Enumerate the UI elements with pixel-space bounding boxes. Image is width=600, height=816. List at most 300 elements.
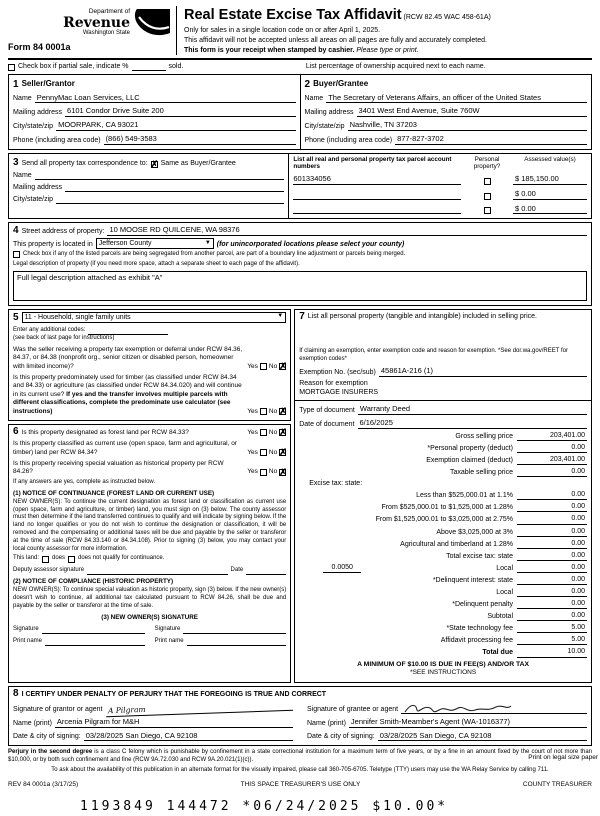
seller-phone-input[interactable]: (866) 549-3583 xyxy=(104,134,296,145)
tax-row-delinquent-penalty xyxy=(299,599,587,609)
parcel-row xyxy=(293,204,587,215)
type-or-print-note: Please type or print. xyxy=(356,47,419,55)
buyer-mailing-label: Mailing address xyxy=(304,109,354,117)
grantor-date-city-label: Date & city of signing: xyxy=(13,733,81,741)
personal-property-input-area[interactable] xyxy=(299,322,587,348)
yes-label: Yes xyxy=(247,468,258,476)
section-5 xyxy=(8,309,291,421)
tax-value-input[interactable]: 5.00 xyxy=(517,635,587,645)
buyer-phone-label: Phone (including area code) xyxy=(304,136,393,144)
tax-value-input[interactable]: 0.00 xyxy=(517,587,587,597)
header-note-2: This affidavit will not be accepted unless all areas on all pages are fully and accurately completed. xyxy=(184,36,487,44)
header-note-1: Only for sales in a single location code on or after April 1, 2025. xyxy=(184,26,381,34)
treasurer-stamp: 1193849 144472 *06/24/2025 $10.00* xyxy=(80,799,449,815)
parcel-row xyxy=(293,189,587,200)
does-not-label: does not qualify for continuance. xyxy=(78,555,165,562)
forest-land-answer xyxy=(247,429,286,437)
street-address-label: Street address of property: xyxy=(21,227,105,235)
tax-row-taxable-price xyxy=(299,467,587,477)
buyer-name-field xyxy=(305,93,588,104)
parcel-number-input[interactable]: 601334056 xyxy=(293,174,461,185)
if-any-yes-note: If any answers are yes, complete as instructed below. xyxy=(13,478,156,485)
owner-printname-input[interactable] xyxy=(187,637,287,646)
deputy-assessor-signature-input[interactable] xyxy=(87,566,228,575)
certification-signatures xyxy=(13,699,587,742)
seller-mailing-label: Mailing address xyxy=(13,109,63,117)
grantee-printname-label: Name (print) xyxy=(307,719,346,727)
see-back-note: (see back of last page for instructions) xyxy=(13,334,115,341)
tax-row-tier4 xyxy=(299,527,587,537)
grantor-printname-field xyxy=(13,717,293,728)
grantor-printname-input[interactable]: Arcenia Pilgram for M&H xyxy=(55,717,293,728)
tax-row-tier2 xyxy=(299,502,587,512)
county-selected-value: Jefferson County xyxy=(98,240,152,248)
owner-printname-row xyxy=(13,634,286,646)
seller-phone-label: Phone (including area code) xyxy=(13,136,101,144)
section-3 xyxy=(8,153,592,220)
section-4 xyxy=(8,222,592,305)
header-left xyxy=(8,6,176,55)
notice-continuance-text: NEW OWNER(S): To continue the current designation as forest land or classification as current use (open space, farm and agriculture, or timber) land, you must sign on (3) below. The county assessor must then determine if the land transferred continues to qualify and will indicate by signing below. If the land no longer qualifies or you do not wish to continue the designation or classification, it will be removed and the compensating or additional taxes will be due and payable by the seller or transferor at the time of sale (RCW 84.33.140 or 84.34.108). Prior to signing (3) below, you may contact your local county assessor for more information. xyxy=(13,498,287,552)
seller-mailing-field xyxy=(13,106,296,117)
parcel-number-input[interactable] xyxy=(293,191,461,200)
header-right xyxy=(176,6,592,55)
no-label: No xyxy=(268,468,278,476)
partial-percent-input[interactable] xyxy=(132,70,166,71)
assessed-value-input[interactable]: $ 185,150.00 xyxy=(513,174,587,185)
assessed-value-input[interactable]: $ 0.00 xyxy=(513,204,587,215)
seller-csz-label: City/state/zip xyxy=(13,122,54,130)
street-address-field xyxy=(13,225,587,236)
exemption-deferral-question xyxy=(13,346,286,371)
reason-for-exemption-label: Reason for exemption xyxy=(299,380,368,388)
owner-signature-label: Signature xyxy=(154,626,181,633)
yes-label: Yes xyxy=(247,407,258,415)
tax-value-input[interactable]: 203,401.00 xyxy=(517,431,587,441)
owner-signature-field xyxy=(155,625,287,634)
section-3-number: 3 xyxy=(13,156,19,168)
receipt-note: This form is your receipt when stamped by cashier. xyxy=(184,47,355,55)
tax-label: From $1,525,000.01 to $3,025,000 at 2.75% xyxy=(375,516,513,524)
tax-label: *Delinquent interest: state xyxy=(432,576,513,584)
type-of-document-input[interactable]: Warranty Deed xyxy=(358,404,587,415)
land-use-row xyxy=(13,312,286,323)
deputy-date-input[interactable] xyxy=(246,566,286,575)
historic-property-answer xyxy=(247,468,286,476)
current-use-question xyxy=(13,440,286,457)
personal-property-header-row xyxy=(299,312,587,322)
tax-value-input[interactable]: 0.00 xyxy=(517,539,587,549)
print-legal-size-note: Print on legal size paper xyxy=(528,753,598,761)
date-of-document-label: Date of document xyxy=(299,420,355,428)
tax-value-input[interactable]: 0.00 xyxy=(517,514,587,524)
owner-printname-label: Print name xyxy=(154,638,184,645)
segregated-checkbox[interactable] xyxy=(13,251,20,258)
grantee-printname-input[interactable]: Jennifer Smith-Meamber's Agent (WA-1016377) xyxy=(349,717,587,728)
form-number: Form 84 0001a xyxy=(8,42,71,52)
correspondence-name-input[interactable] xyxy=(35,171,285,180)
personal-property-checkbox[interactable] xyxy=(484,207,491,214)
grantee-signature-label: Signature of grantee or agent xyxy=(307,705,399,713)
tax-label: Local xyxy=(496,564,513,572)
perjury-statement xyxy=(8,749,592,765)
forest-yes-checkbox[interactable] xyxy=(260,429,267,436)
deputy-assessor-field xyxy=(13,566,286,575)
footer-row xyxy=(8,781,592,789)
partial-sale-left xyxy=(8,62,183,71)
additional-codes-input[interactable] xyxy=(88,326,168,335)
seller-header xyxy=(13,79,296,89)
tax-value-input[interactable]: 203,401.00 xyxy=(517,455,587,465)
excise-tax-state-header xyxy=(299,479,587,488)
tax-row-personal-property xyxy=(299,443,587,453)
assessed-value-header: Assessed value(s) xyxy=(524,155,576,163)
certification-header xyxy=(13,689,587,699)
seller-name-field xyxy=(13,93,296,104)
form-title: Real Estate Excise Tax Affidavit xyxy=(184,7,402,23)
seller-title: Seller/Grantor xyxy=(21,79,75,89)
q1-yes-checkbox[interactable] xyxy=(260,363,267,370)
buyer-csz-field xyxy=(305,120,588,131)
tax-row-technology-fee xyxy=(299,623,587,633)
section-1-number: 1 xyxy=(13,78,19,90)
land-does-checkbox[interactable] xyxy=(42,556,49,563)
tax-value-input[interactable]: 0.00 xyxy=(517,502,587,512)
legal-description-label: Legal description of property (if you need more space, attach a separate sheet to each page of the affidavit). xyxy=(13,260,300,267)
forest-land-question xyxy=(13,427,286,437)
send-correspondence-label: Send all property tax correspondence to: xyxy=(21,159,148,167)
timber-question-bold: If yes and the transfer involves multiple parcels with different classifications, complete the predominate use calculator (see instructions) xyxy=(13,390,231,415)
historic-yes-checkbox[interactable] xyxy=(260,469,267,476)
exemption-number-label: Exemption No. (sec/sub) xyxy=(299,369,376,377)
does-label: does xyxy=(52,555,66,562)
owner-printname-field xyxy=(13,637,145,646)
forest-land-text: Is this property designated as forest land per RCW 84.33? xyxy=(21,428,189,436)
buyer-title: Buyer/Grantee xyxy=(313,79,369,89)
timber-agriculture-question xyxy=(13,374,286,416)
tax-value-input[interactable]: 0.00 xyxy=(517,443,587,453)
this-land-label: This land: xyxy=(13,555,40,562)
section-8 xyxy=(8,686,592,747)
parcel-row xyxy=(293,174,587,185)
ownership-percent-note: List percentage of ownership acquired next to each name. xyxy=(305,63,486,71)
grantee-date-city-field xyxy=(307,731,587,742)
no-label: No xyxy=(268,362,278,370)
form-title-rcw: (RCW 82.45 WAC 458-61A) xyxy=(403,14,491,21)
owner-printname-input[interactable] xyxy=(45,637,145,646)
dept-of-label: Department of xyxy=(88,7,130,15)
grantee-signature-scribble xyxy=(403,702,513,715)
correspondence-csz-input[interactable] xyxy=(56,195,284,204)
section-2-number: 2 xyxy=(304,78,311,90)
parcel-number-input[interactable] xyxy=(293,205,461,214)
tax-row-processing-fee xyxy=(299,635,587,645)
owner-signature-row xyxy=(13,622,286,634)
yes-label: Yes xyxy=(247,428,258,436)
middle-columns xyxy=(8,309,592,683)
tax-label: *State technology fee xyxy=(446,625,513,633)
middle-left-column xyxy=(8,309,291,683)
timber-question-plain: Is this property predominately used for timber (as classified under RCW 84.34 and 84.33) or agriculture (as classified under RCW 84.34.020) and will continue in its current use? xyxy=(13,373,242,398)
parties-box xyxy=(8,74,592,149)
grantee-date-city-label: Date & city of signing: xyxy=(307,733,375,741)
owner-signature-input[interactable] xyxy=(183,625,286,634)
reason-for-exemption-input[interactable]: MORTGAGE INSURERS xyxy=(299,389,379,397)
tax-row-total-state xyxy=(299,551,587,561)
minimum-due-note: A MINIMUM OF $10.00 IS DUE IN FEE(S) AND/OR TAX xyxy=(357,660,530,668)
q2-yes-checkbox[interactable] xyxy=(260,408,267,415)
personal-property-checkbox[interactable] xyxy=(484,178,491,185)
owner-printname-label: Print name xyxy=(13,638,43,645)
county-row xyxy=(13,238,587,249)
tax-value-input[interactable]: 0.00 xyxy=(517,611,587,621)
certification-statement: I CERTIFY UNDER PENALTY OF PERJURY THAT THE FOREGOING IS TRUE AND CORRECT xyxy=(21,690,327,698)
grantor-signature-input[interactable]: A Pilgram xyxy=(105,702,293,718)
exemption-number-field xyxy=(299,366,587,377)
tax-label: Agricultural and timberland at 1.28% xyxy=(400,540,513,548)
tax-row-exemption-claimed xyxy=(299,455,587,465)
grantee-signature-field xyxy=(307,702,587,714)
seller-csz-input[interactable]: MOORPARK, CA 93021 xyxy=(56,120,295,131)
tax-label: Above $3,025,000 at 3% xyxy=(436,528,513,536)
current-use-yes-checkbox[interactable] xyxy=(260,449,267,456)
correspondence-mailing-label: Mailing address xyxy=(13,183,63,191)
assessed-value-input[interactable]: $ 0.00 xyxy=(513,189,587,200)
parcel-numbers-header: List all real and personal property tax parcel account numbers xyxy=(293,155,452,170)
personal-property-title: List all personal property (tangible and intangible) included in selling price. xyxy=(307,312,537,320)
historic-property-question xyxy=(13,460,286,477)
land-qualify-row xyxy=(13,555,286,563)
parcel-table xyxy=(288,154,591,219)
tax-value-input[interactable]: 0.00 xyxy=(517,575,587,585)
buyer-phone-field xyxy=(305,134,588,145)
local-rate-input[interactable]: 0.0050 xyxy=(323,563,361,573)
washington-state-label: Washington State xyxy=(82,30,130,37)
partial-sold-label: sold. xyxy=(168,63,184,71)
section-5-number: 5 xyxy=(13,311,19,323)
tax-value-input[interactable]: 0.00 xyxy=(517,599,587,609)
yes-label: Yes xyxy=(247,448,258,456)
current-use-no-checkbox[interactable] xyxy=(279,449,286,456)
land-use-select[interactable] xyxy=(22,312,287,323)
rev-form-code: REV 84 0001a (3/17/25) xyxy=(8,780,79,788)
seller-phone-field xyxy=(13,134,296,145)
grantor-printname-label: Name (print) xyxy=(13,719,52,727)
correspondence-csz-field xyxy=(13,195,284,204)
tax-value-input[interactable]: 0.00 xyxy=(517,527,587,537)
notice-compliance-title: (2) NOTICE OF COMPLIANCE (HISTORIC PROPERTY) xyxy=(13,578,174,586)
tax-row-total-due xyxy=(299,647,587,657)
additional-codes-field xyxy=(13,326,286,335)
dor-logo-icon xyxy=(134,8,170,38)
section-4-number: 4 xyxy=(13,225,19,237)
tax-correspondence xyxy=(9,154,288,219)
tax-label: Excise tax: state: xyxy=(309,480,363,488)
exemption-claim-note: If claiming an exemption, enter exemption code and reason for exemption. *See dor.wa.gov/REET for exemption codes* xyxy=(299,347,568,362)
alternate-format-note: To ask about the availability of this publication in an alternate format for the visually impaired, please call 360-705-6705. Teletype (TTY) users may use the WA Relay Service by calling 711. xyxy=(51,766,549,773)
tax-label: Subtotal xyxy=(487,613,513,621)
grantee-printname-field xyxy=(307,717,587,728)
buyer-csz-label: City/state/zip xyxy=(304,122,345,130)
tax-label: Exemption claimed (deduct) xyxy=(426,456,513,464)
tax-label: Total due xyxy=(482,649,513,657)
buyer-mailing-field xyxy=(305,106,588,117)
see-instructions-note: *SEE INSTRUCTIONS xyxy=(410,669,477,677)
tax-row-delinquent-interest-local xyxy=(299,587,587,597)
seller-mailing-input[interactable]: 6101 Condor Drive Suite 200 xyxy=(65,106,295,117)
tax-label: Gross selling price xyxy=(455,432,513,440)
buyer-mailing-input[interactable]: 3401 West End Avenue, Suite 760W xyxy=(357,106,587,117)
buyer-csz-input[interactable]: Nashville, TN 37203 xyxy=(348,120,587,131)
correspondence-csz-label: City/state/zip xyxy=(13,195,54,203)
tax-value-input[interactable]: 0.00 xyxy=(517,467,587,477)
county-note: (for unincorporated locations please select your county) xyxy=(216,241,405,249)
tax-value-input[interactable]: 0.00 xyxy=(517,563,587,573)
tax-value-input[interactable]: 0.00 xyxy=(517,490,587,500)
seller-name-input[interactable]: PennyMac Loan Services, LLC xyxy=(35,93,296,104)
timber-agriculture-answer xyxy=(247,408,286,416)
seller-name-label: Name xyxy=(13,95,32,103)
chevron-down-icon: ▼ xyxy=(204,239,211,246)
partial-sale-row xyxy=(8,62,592,71)
chevron-down-icon: ▼ xyxy=(277,313,284,320)
section-6-number: 6 xyxy=(13,426,19,438)
notice-compliance-text: NEW OWNER(S): To continue special valuation as historic property, sign (3) below. If the new owner(s) doesn't wish to continue, all additional tax calculated pursuant to RCW 84.26, shall be due and payable by the seller or transferor at the time of sale. xyxy=(13,587,287,610)
exemption-deferral-text: Was the seller receiving a property tax exemption or deferral under RCW 84.36, 84.37, or 84.38 (nonprofit org., senior citizen or disabled person, homeowner with limited income)? xyxy=(13,345,243,370)
form-header xyxy=(8,6,592,60)
tax-row-tier3 xyxy=(299,514,587,524)
type-of-document-field xyxy=(299,404,587,415)
tax-value-input[interactable]: 0.00 xyxy=(517,551,587,561)
correspondence-header xyxy=(13,158,284,168)
section-7-number: 7 xyxy=(299,310,305,322)
buyer-header xyxy=(305,79,588,89)
partial-sale-checkbox[interactable] xyxy=(8,64,15,71)
buyer-name-label: Name xyxy=(304,95,324,103)
same-as-buyer-checkbox[interactable] xyxy=(151,161,158,168)
no-label: No xyxy=(268,407,278,415)
perjury-text: is a class C felony which is punishable by confinement in a state correctional institution for a maximum term of five years, or by a fine in an amount fixed by the court of not more than $10,000, or by both such confinement and fine (RCW 9A.72.030 and RCW 9A.20.021(1)(c)). xyxy=(8,749,592,764)
tax-label: Total excise tax: state xyxy=(446,552,513,560)
header-note-3 xyxy=(184,46,592,55)
tax-row-local xyxy=(299,563,587,573)
grantor-date-city-field xyxy=(13,731,293,742)
section-divider xyxy=(295,400,591,401)
segregated-row xyxy=(13,251,587,259)
grantor-date-city-input[interactable]: 03/28/2025 San Diego, CA 92108 xyxy=(84,731,293,742)
personal-property-checkbox[interactable] xyxy=(484,193,491,200)
grantor-signature-label: Signature of grantor or agent xyxy=(13,705,103,713)
owner-signature-field xyxy=(13,625,145,634)
section-6 xyxy=(8,424,291,683)
county-treasurer-label: COUNTY TREASURER xyxy=(522,780,592,788)
parcel-table-header xyxy=(293,156,587,170)
current-use-text: Is this property classified as current use (open space, farm and agricultural, or timber) land per RCW 84.34? xyxy=(13,440,237,456)
buyer-phone-input[interactable]: 877-827-3702 xyxy=(395,134,587,145)
tax-row-agricultural xyxy=(299,539,587,549)
timber-agriculture-text xyxy=(13,374,244,416)
tax-value-input[interactable]: 5.00 xyxy=(517,623,587,633)
middle-right-column xyxy=(294,309,592,683)
date-of-document-input[interactable]: 6/16/2025 xyxy=(358,418,588,429)
personal-property-header: Personal property? xyxy=(473,155,501,170)
dor-logo-text xyxy=(63,8,130,38)
seller-csz-field xyxy=(13,120,296,131)
tax-label: *Personal property (deduct) xyxy=(427,444,513,452)
new-owners-signature-title: (3) NEW OWNER(S) SIGNATURE xyxy=(101,613,198,621)
deputy-assessor-label: Deputy assessor signature xyxy=(13,567,85,574)
owner-signature-input[interactable] xyxy=(42,625,145,634)
owner-printname-field xyxy=(155,637,287,646)
treasurer-space-label: THIS SPACE TREASURER'S USE ONLY xyxy=(240,780,361,788)
form-title-row xyxy=(184,6,592,25)
tax-row-tier1 xyxy=(299,490,587,500)
section-8-number: 8 xyxy=(13,687,19,699)
q2-no-checkbox[interactable] xyxy=(279,408,286,415)
no-label: No xyxy=(268,428,278,436)
section-7-tax xyxy=(294,309,592,683)
partial-sale-label: Check box if partial sale, indicate % xyxy=(18,63,129,71)
tax-row-delinquent-interest-state xyxy=(299,575,587,585)
correspondence-name-field xyxy=(13,171,284,180)
dor-logo xyxy=(8,6,170,40)
perjury-lead: Perjury in the second degree xyxy=(8,749,93,756)
revenue-label: Revenue xyxy=(63,15,130,32)
land-does-not-checkbox[interactable] xyxy=(68,556,75,563)
correspondence-mailing-input[interactable] xyxy=(65,183,284,192)
type-of-document-label: Type of document xyxy=(299,406,355,414)
no-label: No xyxy=(268,448,278,456)
tax-label: Less than $525,000.01 at 1.1% xyxy=(416,492,513,500)
q1-no-checkbox[interactable] xyxy=(279,363,286,370)
grantee-signature-input[interactable] xyxy=(401,702,587,714)
tax-label: Local xyxy=(496,589,513,597)
street-address-input[interactable]: 10 MOOSE RD QUILCENE, WA 98376 xyxy=(107,225,587,236)
historic-property-text: Is this property receiving special valuation as historical property per RCW 84.26? xyxy=(13,460,224,476)
legal-description-input[interactable]: Full legal description attached as exhibit "A" xyxy=(13,271,587,301)
tax-label: *Delinquent penalty xyxy=(452,601,513,609)
buyer-name-input[interactable]: The Secretary of Veterans Affairs, an officer of the United States xyxy=(326,93,587,104)
county-select[interactable] xyxy=(96,238,214,249)
segregated-label: Check box if any of the listed parcels are being segregated from another parcel, are part of a boundary line adjustment or parcels being merged. xyxy=(23,251,406,258)
tax-row-gross xyxy=(299,431,587,441)
tax-value-input[interactable]: 10.00 xyxy=(517,647,587,657)
same-as-buyer-label: Same as Buyer/Grantee xyxy=(160,159,236,167)
correspondence-name-label: Name xyxy=(13,171,32,179)
grantor-signature-field xyxy=(13,702,293,714)
tax-row-subtotal xyxy=(299,611,587,621)
yes-label: Yes xyxy=(247,362,258,370)
correspondence-mailing-field xyxy=(13,183,284,192)
tax-label: From $525,000.01 to $1,525,000 at 1.28% xyxy=(381,504,513,512)
current-use-answer xyxy=(247,449,286,457)
exemption-deferral-answer xyxy=(247,363,286,371)
date-of-document-field xyxy=(299,418,587,429)
section-buyer xyxy=(300,75,592,148)
additional-codes-label: Enter any additional codes: xyxy=(13,327,86,334)
located-in-label: This property is located in xyxy=(13,241,93,249)
owner-signature-label: Signature xyxy=(13,626,39,633)
historic-no-checkbox[interactable] xyxy=(279,469,286,476)
forest-no-checkbox[interactable] xyxy=(279,429,286,436)
tax-label: Affidavit processing fee xyxy=(440,637,513,645)
deputy-date-label: Date xyxy=(230,567,244,574)
tax-label: Taxable selling price xyxy=(449,469,513,477)
grantee-date-city-input[interactable]: 03/28/2025 San Diego, CA 92108 xyxy=(378,731,587,742)
exemption-number-input[interactable]: 45861A-216 (1) xyxy=(379,366,587,377)
section-seller xyxy=(9,75,300,148)
notice-continuance-title: (1) NOTICE OF CONTINUANCE (FOREST LAND OR CURRENT USE) xyxy=(13,489,215,497)
